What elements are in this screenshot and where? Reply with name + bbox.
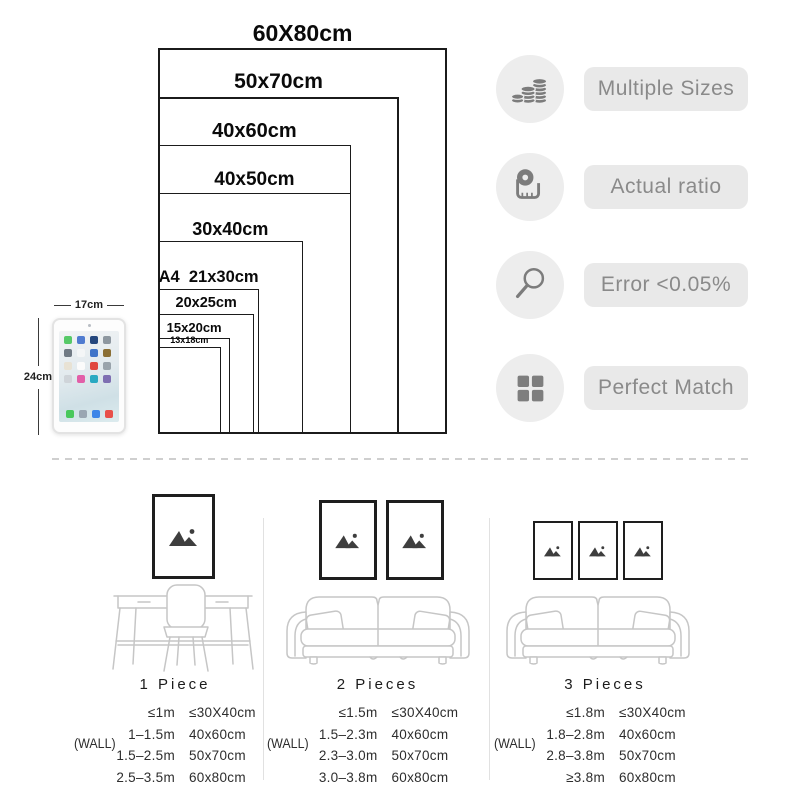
badge-actual-ratio <box>496 153 756 221</box>
wall-size-row <box>275 704 480 722</box>
tape-measure-icon <box>496 153 564 221</box>
app-icon <box>64 349 72 357</box>
wall-size-row <box>75 747 275 765</box>
size-label: 60X80cm <box>252 19 353 46</box>
wall-size-row <box>75 769 275 787</box>
tablet-scale-reference <box>52 318 126 434</box>
badge-label: Multiple Sizes <box>597 77 735 100</box>
wall-range: 1–1.5m <box>128 726 175 742</box>
mountain-icon <box>543 545 563 557</box>
wall-range: 1.5–2.5m <box>116 748 175 763</box>
poster-size: 40x60cm <box>189 726 246 742</box>
poster-size: ≤30X40cm <box>391 705 459 720</box>
table-rows <box>75 704 275 786</box>
picture-frame <box>319 500 377 580</box>
badge-error-rate <box>496 251 756 319</box>
app-icon <box>92 410 100 418</box>
height-dim-line-top <box>38 318 39 366</box>
wall-size-row <box>275 747 480 765</box>
dashed-divider <box>52 458 752 460</box>
app-icon <box>64 375 72 383</box>
wall-tag: (WALL) <box>74 736 116 751</box>
desk-chair-illustration <box>108 583 258 673</box>
app-icon <box>103 362 111 370</box>
badge-label: Error <0.05% <box>600 273 732 296</box>
poster-size: 50x70cm <box>189 748 246 763</box>
app-icon <box>64 336 72 344</box>
app-icon <box>77 362 85 370</box>
column-separator <box>489 518 490 780</box>
wall-size-row <box>75 726 275 744</box>
width-dim-line-left <box>54 305 71 306</box>
app-icon <box>103 375 111 383</box>
size-table-2-pieces <box>275 676 480 786</box>
size-label: 30x40cm <box>192 218 269 239</box>
picture-frame <box>386 500 444 580</box>
size-label: 13x18cm <box>170 334 209 345</box>
height-dim-line-bottom <box>38 389 39 435</box>
table-rows <box>500 704 710 786</box>
app-icon <box>103 336 111 344</box>
tablet-height-label: 24cm <box>23 371 53 383</box>
poster-size: 40x60cm <box>391 726 449 742</box>
wall-size-row <box>75 704 275 722</box>
poster-size: ≤30X40cm <box>619 705 686 720</box>
badge-perfect-match <box>496 354 756 422</box>
app-icon <box>90 375 98 383</box>
app-icon <box>105 410 113 418</box>
wall-size-row <box>275 726 480 744</box>
picture-frame <box>152 494 215 579</box>
badge-label: Perfect Match <box>597 376 735 399</box>
app-icon <box>66 410 74 418</box>
poster-size: ≤30X40cm <box>189 705 256 720</box>
app-icon <box>103 349 111 357</box>
poster-size: 60x80cm <box>391 769 449 785</box>
wall-range: ≤1.5m <box>338 705 378 720</box>
tablet-app-icons <box>64 336 114 383</box>
badge-pill <box>584 263 748 307</box>
poster-size: 60x80cm <box>619 769 676 785</box>
wall-range: ≤1m <box>147 705 175 720</box>
size-label: A4 21x30cm <box>158 268 259 287</box>
sofa-svg-3 <box>502 584 694 666</box>
poster-size: 40x60cm <box>619 726 676 742</box>
poster-size: 50x70cm <box>391 748 449 763</box>
wall-tag: (WALL) <box>494 736 536 751</box>
wall-size-row <box>275 769 480 787</box>
grid-icon <box>496 354 564 422</box>
poster-size: 50x70cm <box>619 748 676 763</box>
badge-pill <box>584 67 748 111</box>
wall-range: ≥3.8m <box>566 769 605 785</box>
picture-frame <box>533 521 573 580</box>
table-rows <box>275 704 480 786</box>
wall-range: 2.8–3.8m <box>546 748 605 763</box>
wall-size-row <box>500 769 710 787</box>
sofa-illustration <box>282 584 474 666</box>
app-icon <box>64 362 72 370</box>
app-icon <box>79 410 87 418</box>
app-icon <box>77 336 85 344</box>
size-rect-13x18 <box>158 347 221 434</box>
poster-size: 60x80cm <box>189 769 246 785</box>
picture-frame <box>623 521 663 580</box>
wall-range: 3.0–3.8m <box>318 769 378 785</box>
size-label: 20x25cm <box>175 294 237 311</box>
wall-size-row <box>500 726 710 744</box>
wall-size-row <box>500 747 710 765</box>
wall-range: 1.8–2.8m <box>546 726 605 742</box>
wall-tag: (WALL) <box>267 736 309 751</box>
wall-range: 1.5–2.3m <box>318 726 378 742</box>
badge-label: Actual ratio <box>610 175 722 198</box>
coins-icon <box>496 55 564 123</box>
wall-range: ≤1.8m <box>566 705 605 720</box>
app-icon <box>90 349 98 357</box>
size-table-3-pieces <box>500 676 710 786</box>
app-icon <box>90 336 98 344</box>
badge-pill <box>584 165 748 209</box>
size-label: 40x50cm <box>214 169 295 191</box>
size-label: 40x60cm <box>212 119 297 142</box>
badge-pill <box>584 366 748 410</box>
sofa-svg-2 <box>282 584 474 666</box>
scene-title: 3 Pieces <box>564 676 646 693</box>
tablet-width-label: 17cm <box>74 299 104 311</box>
wall-range: 2.5–3.5m <box>116 769 175 785</box>
wall-range: 2.3–3.0m <box>318 748 378 763</box>
scene-title: 2 Pieces <box>336 676 419 693</box>
mountain-icon <box>334 532 362 549</box>
size-table-1-piece <box>75 676 275 786</box>
mountain-icon <box>633 545 653 557</box>
tablet-camera-dot <box>88 324 91 327</box>
scene-title: 1 Piece <box>139 676 211 693</box>
tablet-dock-icons <box>64 410 114 418</box>
app-icon <box>77 375 85 383</box>
magnifier-icon <box>496 251 564 319</box>
width-dim-line-right <box>107 305 124 306</box>
badge-multiple-sizes <box>496 55 756 123</box>
mountain-icon <box>401 532 429 549</box>
wall-size-row <box>500 704 710 722</box>
size-label: 15x20cm <box>166 319 222 335</box>
picture-frame <box>578 521 618 580</box>
app-icon <box>90 362 98 370</box>
tablet-screen <box>59 331 119 422</box>
size-label: 50x70cm <box>234 70 323 94</box>
mountain-icon <box>588 545 608 557</box>
sofa-illustration <box>502 584 694 666</box>
mountain-icon <box>168 527 200 547</box>
app-icon <box>77 349 85 357</box>
